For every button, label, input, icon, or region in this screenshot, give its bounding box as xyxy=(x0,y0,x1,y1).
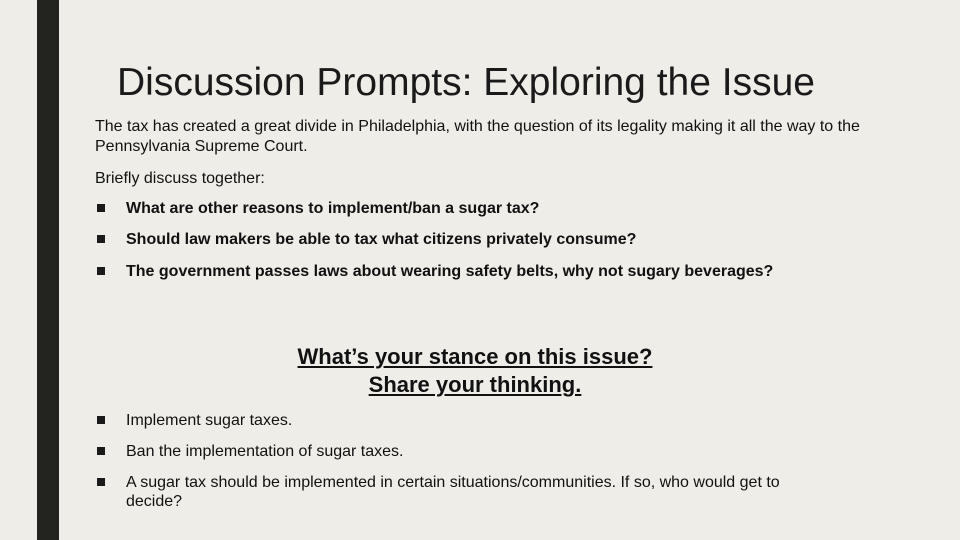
stance-line: What’s your stance on this issue? xyxy=(297,344,653,369)
square-bullet-icon xyxy=(97,447,105,455)
question-text: The government passes laws about wearing safety belts, why not sugary beverages? xyxy=(126,263,774,280)
list-item xyxy=(95,262,835,281)
square-bullet-icon xyxy=(97,204,105,212)
stance-line: Share your thinking. xyxy=(368,372,582,397)
list-item xyxy=(95,442,835,461)
square-bullet-icon xyxy=(97,267,105,275)
slide-title: Discussion Prompts: Exploring the Issue xyxy=(117,61,815,104)
list-item xyxy=(95,230,835,249)
stance-heading xyxy=(240,343,710,399)
option-text: Implement sugar taxes. xyxy=(126,412,293,429)
intro-paragraph: The tax has created a great divide in Philadelphia, with the question of its legality making it all the way to the Pennsylvania Supreme Court. xyxy=(95,118,860,155)
list-item xyxy=(95,473,835,511)
square-bullet-icon xyxy=(97,416,105,424)
square-bullet-icon xyxy=(97,478,105,486)
discussion-lead: Briefly discuss together: xyxy=(95,170,265,187)
question-text: What are other reasons to implement/ban a sugar tax? xyxy=(126,200,540,217)
option-list xyxy=(95,411,835,523)
list-item xyxy=(95,411,835,430)
option-text: Ban the implementation of sugar taxes. xyxy=(126,443,404,460)
list-item xyxy=(95,199,835,218)
question-text: Should law makers be able to tax what citizens privately consume? xyxy=(126,231,637,248)
accent-bar xyxy=(37,0,59,540)
square-bullet-icon xyxy=(97,235,105,243)
option-text: A sugar tax should be implemented in certain situations/communities. If so, who would get to decide? xyxy=(126,474,780,510)
question-list xyxy=(95,199,835,293)
